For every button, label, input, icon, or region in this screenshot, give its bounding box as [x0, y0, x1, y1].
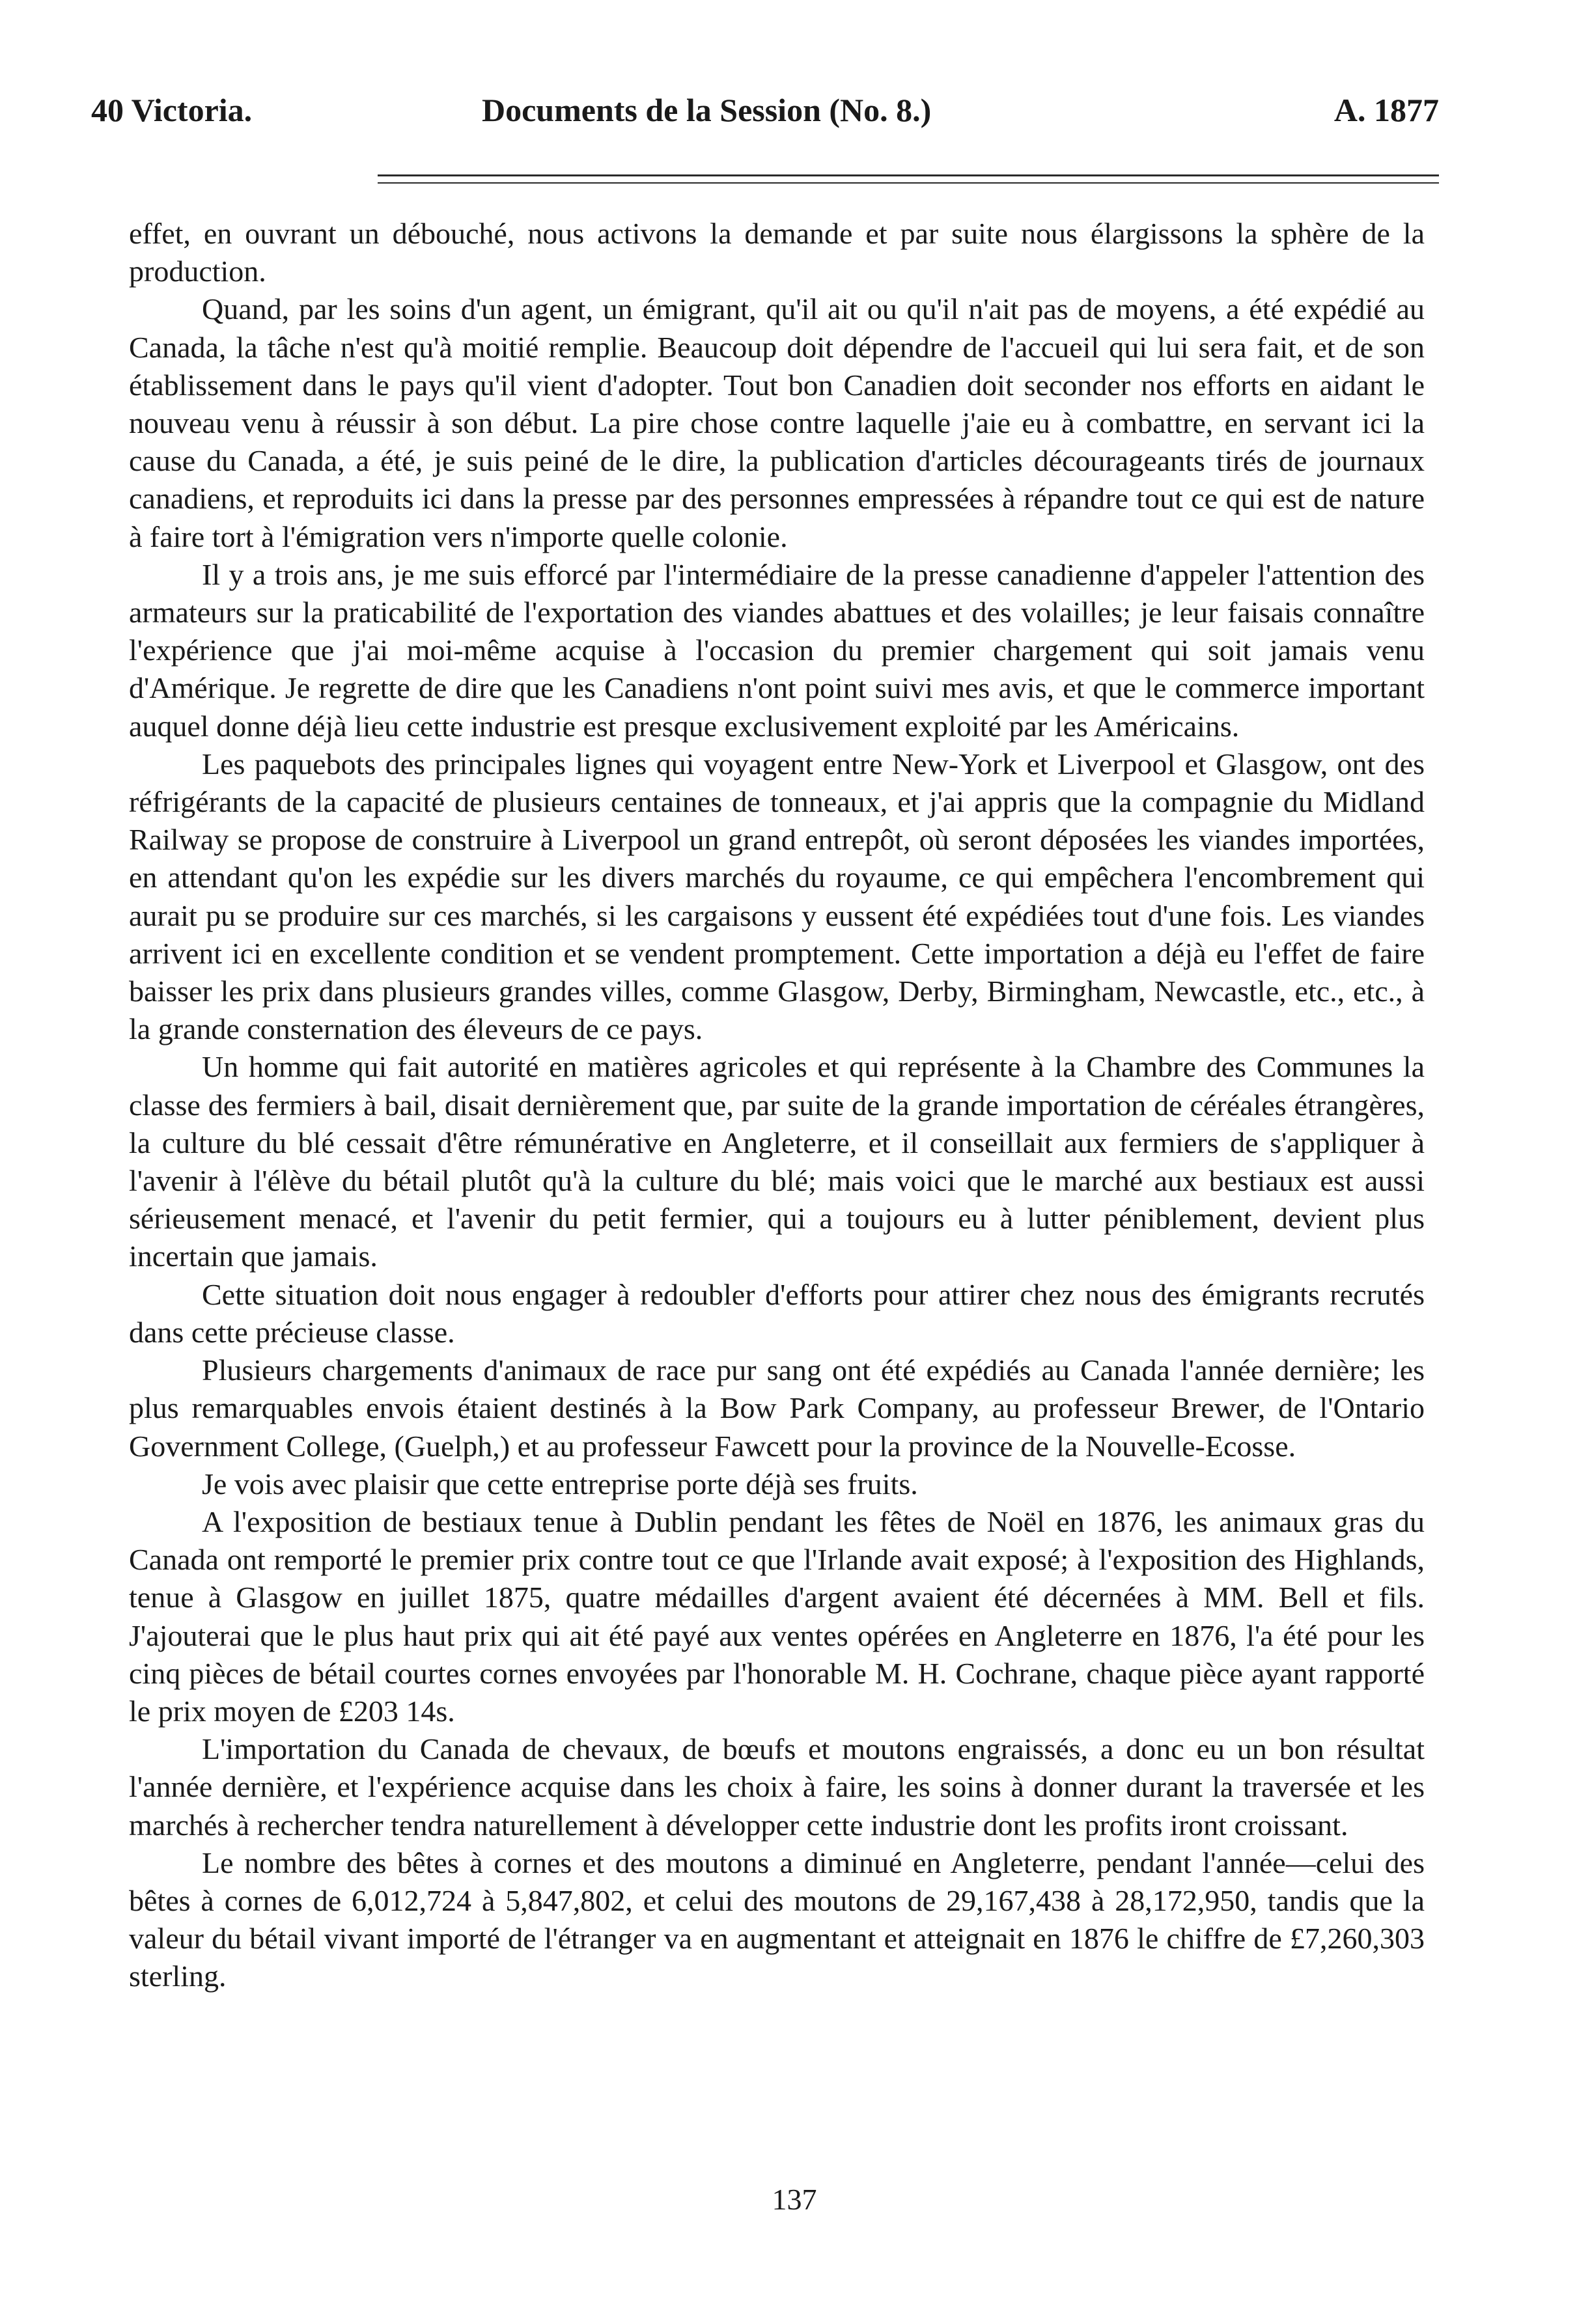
- paragraph: Un homme qui fait autorité en matières agricoles et qui représente à la Chambre des Communes la classe des fermiers à bail, disait dernièrement que, par suite de la grande importation de céréales étrangères, la culture du blé cessait d'être rémunérative en Angleterre, et il conseillait aux fermiers de s'appliquer à l'avenir à l'élève du bétail plutôt qu'à la culture du blé; mais voici que le marché aux bestiaux est aussi sérieusement menacé, et l'avenir du petit fermier, qui a toujours eu à lutter péniblement, devient plus incertain que jamais.: [129, 1050, 1425, 1273]
- header-volume: 40 Victoria.: [91, 92, 253, 128]
- header-title: Documents de la Session (No. 8.): [482, 92, 932, 128]
- paragraph: Le nombre des bêtes à cornes et des moutons a diminué en Angleterre, pendant l'année—celui des bêtes à cornes de 6,012,724 à 5,847,802, et celui des moutons de 29,167,438 à 28,172,950, tandis que la valeur du bétail vivant importé de l'étranger va en augmentant et atteignait en 1876 le chiffre de £7,260,303 sterling.: [129, 1846, 1425, 1993]
- paragraph: L'importation du Canada de chevaux, de bœufs et moutons engraissés, a donc eu un bon résultat l'année dernière, et l'expérience acquise dans les choix à faire, les soins à donner durant la traversée et les marchés à rechercher tendra naturellement à développer cette industrie dont les profits iront croissant.: [129, 1732, 1425, 1842]
- header-rule-bottom: [378, 182, 1439, 184]
- page-header: [91, 78, 1439, 137]
- paragraph: A l'exposition de bestiaux tenue à Dublin pendant les fêtes de Noël en 1876, les animaux gras du Canada ont remporté le premier prix contre tout ce que l'Irlande avait exposé; à l'exposition des Highlands, tenue à Glasgow en juillet 1875, quatre médailles d'argent avaient été décernées à MM. Bell et fils. J'ajouterai que le plus haut prix qui ait été payé aux ventes opérées en Angleterre en 1876, l'a été pour les cinq pièces de bétail courtes cornes envoyées par l'honorable M. H. Cochrane, chaque pièce ayant rapporté le prix moyen de £203 14s.: [129, 1504, 1425, 1728]
- paragraph: Quand, par les soins d'un agent, un émigrant, qu'il ait ou qu'il n'ait pas de moyens, a été expédié au Canada, la tâche n'est qu'à moitié remplie. Beaucoup doit dépendre de l'accueil qui lui sera fait, et de son établissement dans le pays qu'il vient d'adopter. Tout bon Canadien doit seconder nos efforts en aidant le nouveau venu à réussir à son début. La pire chose contre laquelle j'aie eu à combattre, en servant ici la cause du Canada, a été, je suis peiné de le dire, la publication d'articles décourageants tirés de journaux canadiens, et reproduits ici dans la presse par des personnes empressées à répandre tout ce qui est de nature à faire tort à l'émigration vers n'importe quelle colonie.: [129, 292, 1425, 553]
- page-number: 137: [772, 2183, 817, 2216]
- paragraph: effet, en ouvrant un débouché, nous activons la demande et par suite nous élargissons la sphère de la production.: [129, 217, 1425, 288]
- paragraph: Plusieurs chargements d'animaux de race pur sang ont été expédiés au Canada l'année dernière; les plus remarquables envois étaient destinés à la Bow Park Company, au professeur Brewer, de l'Ontario Government College, (Guelph,) et au professeur Fawcett pour la province de la Nouvelle-Ecosse.: [129, 1353, 1425, 1463]
- paragraph: Je vois avec plaisir que cette entreprise porte déjà ses fruits.: [202, 1467, 918, 1501]
- header-rule-top: [378, 174, 1439, 176]
- body-text: [129, 215, 1425, 1996]
- paragraph: Il y a trois ans, je me suis efforcé par l'intermédiaire de la presse canadienne d'appeler l'attention des armateurs sur la praticabilité de l'exportation des viandes abattues et des volailles; je leur faisais connaître l'expérience que j'ai moi-même acquise à l'occasion du premier chargement qui soit jamais venu d'Amérique. Je regrette de dire que les Canadiens n'ont point suivi mes avis, et que le commerce important auquel donne déjà lieu cette industrie est presque exclusivement exploité par les Américains.: [129, 557, 1425, 743]
- paragraph: Cette situation doit nous engager à redoubler d'efforts pour attirer chez nous des émigrants recrutés dans cette précieuse classe.: [129, 1277, 1425, 1349]
- header-year: A. 1877: [1333, 92, 1439, 128]
- paragraph: Les paquebots des principales lignes qui voyagent entre New-York et Liverpool et Glasgow, ont des réfrigérants de la capacité de plusieurs centaines de tonneaux, et j'ai appris que la compagnie du Midland Railway se propose de construire à Liverpool un grand entrepôt, où seront déposées les viandes importées, en attendant qu'on les expédie sur les divers marchés du royaume, ce qui empêchera l'encombrement qui aurait pu se produire sur ces marchés, si les cargaisons y eussent été expédiées tout d'une fois. Les viandes arrivent ici en excellente condition et se vendent promptement. Cette importation a déjà eu l'effet de faire baisser les prix dans plusieurs grandes villes, comme Glasgow, Derby, Birmingham, Newcastle, etc., etc., à la grande consternation des éleveurs de ce pays.: [129, 747, 1425, 1046]
